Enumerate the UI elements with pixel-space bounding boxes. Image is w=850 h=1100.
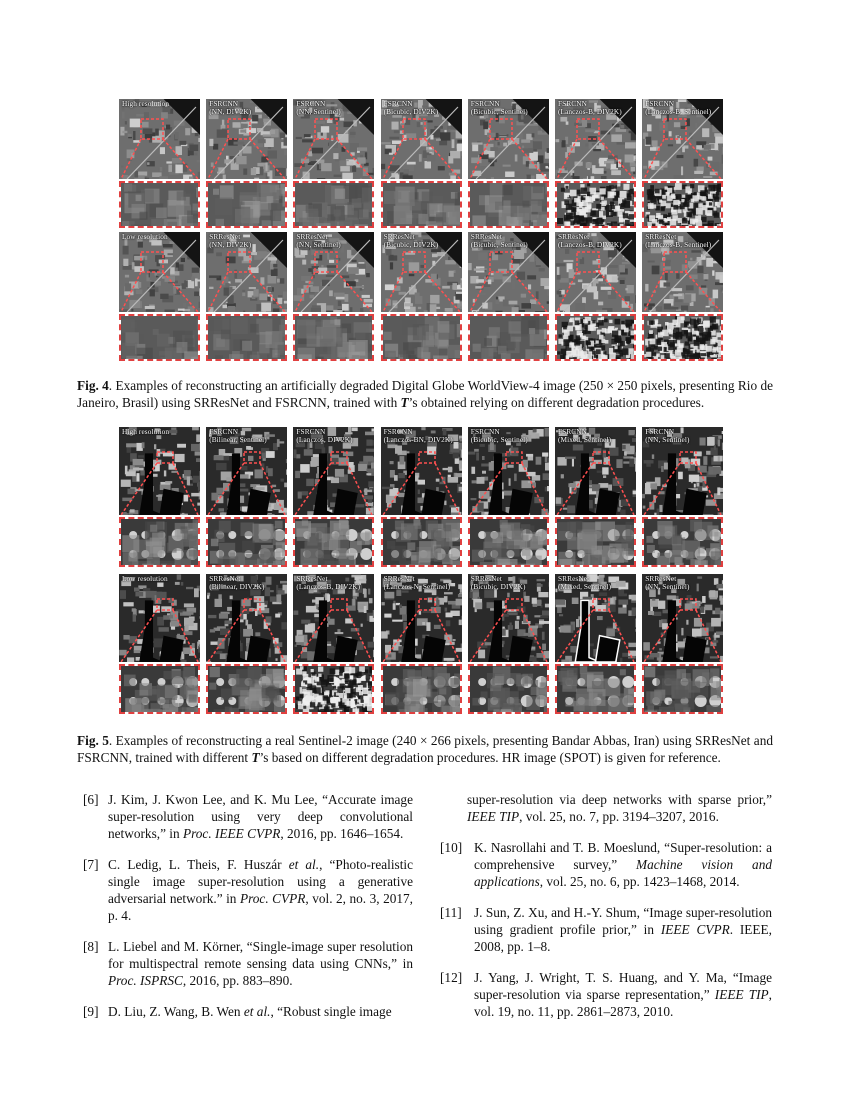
fig5-zoom-inset	[293, 517, 374, 567]
fig5-zoom-inset	[119, 664, 200, 714]
fig5-tile-label: SRResNet (Bicubic, DIV2K)	[470, 574, 526, 591]
fig5-tile	[381, 427, 462, 568]
references-right-column	[442, 791, 772, 1034]
reference-text: , “Robust single image	[270, 1004, 392, 1019]
fig4-tile-label: SRResNet (Bicubic, DIV2K)	[383, 232, 439, 249]
fig4-tile-label: High resolution	[122, 99, 170, 108]
fig5-tile	[206, 574, 287, 715]
reference-text: J. Kim, J. Kwon Lee, and K. Mu Lee, “Accurate image super-resolution using very deep convolutional networks,” in	[108, 792, 413, 841]
reference-text: IEEE CVPR	[660, 922, 730, 937]
figure-5-grid	[119, 427, 723, 717]
fig5-tile-label: FSRCNN (Bilinear, Sentinel)	[209, 427, 267, 444]
fig4-zoom-inset	[381, 181, 462, 228]
fig4-tile-label: SRResNet (Lanczos-B, DIV2K)	[558, 232, 622, 249]
figure-5-caption	[77, 732, 773, 766]
fig4-zoom-inset	[381, 314, 462, 361]
reference-text: Machine vision and applications	[474, 857, 772, 889]
figure-5-caption-text-end: ’s based on different degradation procedures. HR image (SPOT) is given for reference.	[259, 750, 721, 765]
fig5-tile-label: SRResNet (Lanczos-N, Sentinel)	[383, 574, 451, 591]
fig5-zoom-inset	[642, 664, 723, 714]
figure-5-caption-symbol: T	[251, 750, 260, 765]
reference-number: [11]	[440, 905, 462, 920]
fig5-tile-label: FSRCNN (NN, Sentinel)	[645, 427, 690, 444]
reference-text: et al.	[243, 1004, 271, 1019]
fig4-tile-label: Low resolution	[122, 232, 168, 241]
fig4-tile-label: SRResNet (Lanczos-B, Sentinel)	[645, 232, 712, 249]
reference-item	[83, 1003, 413, 1020]
fig5-zoom-inset	[468, 664, 549, 714]
fig4-zoom-inset	[555, 181, 636, 228]
figure-4-caption-symbol: T	[400, 395, 409, 410]
fig4-tile	[468, 232, 549, 362]
reference-text: Proc. ISPRSC	[108, 973, 183, 988]
fig4-zoom-inset	[119, 181, 200, 228]
fig4-tile-label: FSRCNN (Lanczos-B, Sentinel)	[645, 99, 712, 116]
reference-text: J. Yang, J. Wright, T. S. Huang, and Y. Ma, “Image super-resolution via sparse representation,”	[474, 970, 772, 1002]
reference-item	[83, 791, 413, 842]
fig4-tile	[206, 232, 287, 362]
reference-text: Proc. CVPR	[239, 891, 306, 906]
reference-number: [8]	[83, 939, 99, 954]
fig5-image	[119, 574, 200, 662]
fig5-zoom-inset	[555, 517, 636, 567]
references-left-column	[83, 791, 413, 1034]
fig5-tile	[206, 427, 287, 568]
fig4-zoom-inset	[293, 314, 374, 361]
figure-5-caption-text: . Examples of reconstructing a real Sentinel-2 image (240 × 266 pixels, presenting Bandar Abbas, Iran) using SRResNet and FSRCNN, trained with different	[77, 733, 773, 765]
fig5-tile-label: SRResNet (Mixed, Sentinel)	[558, 574, 612, 591]
fig5-zoom-inset	[555, 664, 636, 714]
reference-text: Proc. IEEE CVPR	[182, 826, 281, 841]
reference-text: , vol. 19, no. 11, pp. 2861–2873, 2010.	[474, 987, 772, 1019]
fig4-tile	[468, 99, 549, 229]
reference-text: , “Photo-realistic single image super-resolution using a generative adversarial network.” in	[108, 857, 413, 906]
figure-4-label: Fig. 4	[77, 378, 109, 393]
reference-number: [7]	[83, 857, 99, 872]
fig5-tile-label: FSRCNN (Mixed, Sentinel)	[558, 427, 612, 444]
fig4-tile-label: FSRCNN (Lanczos-B, DIV2K)	[558, 99, 622, 116]
reference-item	[83, 938, 413, 989]
reference-text: , vol. 2, no. 3, 2017, p. 4.	[108, 891, 414, 923]
fig5-image	[119, 427, 200, 515]
fig4-tile	[642, 99, 723, 229]
fig5-zoom-inset	[468, 517, 549, 567]
reference-text: IEEE TIP	[714, 987, 769, 1002]
reference-number: [6]	[83, 792, 99, 807]
fig4-tile	[381, 232, 462, 362]
reference-text: K. Nasrollahi and T. B. Moeslund, “Super-resolution: a comprehensive survey,”	[474, 840, 772, 872]
fig4-tile-label: SRResNet (NN, DIV2K)	[209, 232, 252, 249]
fig5-zoom-inset	[293, 664, 374, 714]
fig4-zoom-inset	[642, 314, 723, 361]
reference-number: [10]	[440, 840, 463, 855]
fig4-tile	[119, 232, 200, 362]
fig5-tile-label: FSRCNN (Lanczos, DIV2K)	[296, 427, 353, 444]
fig5-zoom-inset	[381, 517, 462, 567]
fig4-tile	[206, 99, 287, 229]
fig4-tile-label: FSRCNN (Bicubic, DIV2K)	[383, 99, 439, 116]
fig5-tile-label: SRResNet (NN, Sentinel)	[645, 574, 690, 591]
fig5-tile-label: High resolution	[122, 427, 170, 436]
fig5-zoom-inset	[642, 517, 723, 567]
fig4-tile-label: FSRCNN (NN, DIV2K)	[209, 99, 252, 116]
fig4-tile-label: SRResNet (Bicubic, Sentinel)	[470, 232, 528, 249]
reference-text: , vol. 25, no. 6, pp. 1423–1468, 2014.	[539, 874, 740, 889]
figure-4-grid	[119, 99, 723, 361]
figure-5-label: Fig. 5	[77, 733, 109, 748]
fig5-tile	[468, 427, 549, 568]
fig4-tile	[381, 99, 462, 229]
reference-text: J. Sun, Z. Xu, and H.-Y. Shum, “Image super-resolution using gradient profile prior,” in	[474, 905, 772, 937]
fig5-tile	[381, 574, 462, 715]
figure-4-caption	[77, 377, 773, 411]
fig4-tile-label: FSRCNN (NN, Sentinel)	[296, 99, 341, 116]
fig5-tile	[293, 574, 374, 715]
fig4-zoom-inset	[206, 314, 287, 361]
fig4-image	[119, 99, 200, 179]
fig5-tile-label: Low resolution	[122, 574, 168, 583]
fig5-tile	[468, 574, 549, 715]
fig4-zoom-inset	[293, 181, 374, 228]
reference-text: super-resolution via deep networks with sparse prior,”	[467, 792, 772, 807]
fig5-zoom-inset	[119, 517, 200, 567]
fig5-tile	[119, 574, 200, 715]
fig4-zoom-inset	[468, 314, 549, 361]
fig4-tile	[555, 232, 636, 362]
reference-text: D. Liu, Z. Wang, B. Wen	[108, 1004, 244, 1019]
figure-4-caption-text-end: ’s obtained relying on different degradation procedures.	[408, 395, 705, 410]
fig4-tile-label: FSRCNN (Bicubic, Sentinel)	[470, 99, 528, 116]
reference-text: , 2016, pp. 883–890.	[182, 973, 293, 988]
reference-text: IEEE TIP	[467, 809, 520, 824]
fig4-zoom-inset	[119, 314, 200, 361]
fig4-zoom-inset	[468, 181, 549, 228]
reference-text: , vol. 25, no. 7, pp. 3194–3207, 2016.	[519, 809, 719, 824]
reference-text: et al.	[288, 857, 320, 872]
fig5-tile-label: SRResNet (Lanczos-B, DIV2K)	[296, 574, 361, 591]
reference-item	[442, 791, 772, 825]
fig5-tile	[555, 574, 636, 715]
fig5-tile-label: SRResNet (Bilinear, DIV2K)	[209, 574, 265, 591]
reference-text: , 2016, pp. 1646–1654.	[280, 826, 404, 841]
fig4-image	[119, 232, 200, 312]
fig5-zoom-inset	[381, 664, 462, 714]
reference-item	[442, 969, 772, 1020]
fig5-tile	[119, 427, 200, 568]
fig4-tile	[119, 99, 200, 229]
fig5-zoom-inset	[206, 664, 287, 714]
reference-text: C. Ledig, L. Theis, F. Huszár	[108, 857, 289, 872]
reference-item	[83, 856, 413, 924]
reference-text: . IEEE, 2008, pp. 1–8.	[474, 922, 772, 954]
fig5-tile-label: FSRCNN (Bicubic, Sentinel)	[470, 427, 528, 444]
reference-number: [12]	[440, 970, 463, 985]
fig5-zoom-inset	[206, 517, 287, 567]
fig4-zoom-inset	[206, 181, 287, 228]
reference-item	[442, 839, 772, 890]
fig4-tile	[293, 232, 374, 362]
fig5-tile	[555, 427, 636, 568]
fig4-zoom-inset	[555, 314, 636, 361]
fig4-tile	[642, 232, 723, 362]
fig5-tile	[642, 574, 723, 715]
reference-item	[442, 904, 772, 955]
fig5-tile	[293, 427, 374, 568]
fig4-tile	[555, 99, 636, 229]
fig4-zoom-inset	[642, 181, 723, 228]
reference-text: L. Liebel and M. Körner, “Single-image super resolution for multispectral remote sensing data using CNNs,” in	[108, 939, 413, 971]
fig4-tile	[293, 99, 374, 229]
fig5-tile-label: FSRCNN (Lanczos-BN, DIV2K)	[383, 427, 453, 444]
figure-4-caption-text: . Examples of reconstructing an artificially degraded Digital Globe WorldView-4 image (250 × 250 pixels, presenting Rio de Janeiro, Brasil) using SRResNet and FSRCNN, trained with	[77, 378, 773, 410]
fig5-tile	[642, 427, 723, 568]
reference-number: [9]	[83, 1004, 99, 1019]
fig4-tile-label: SRResNet (NN, Sentinel)	[296, 232, 341, 249]
